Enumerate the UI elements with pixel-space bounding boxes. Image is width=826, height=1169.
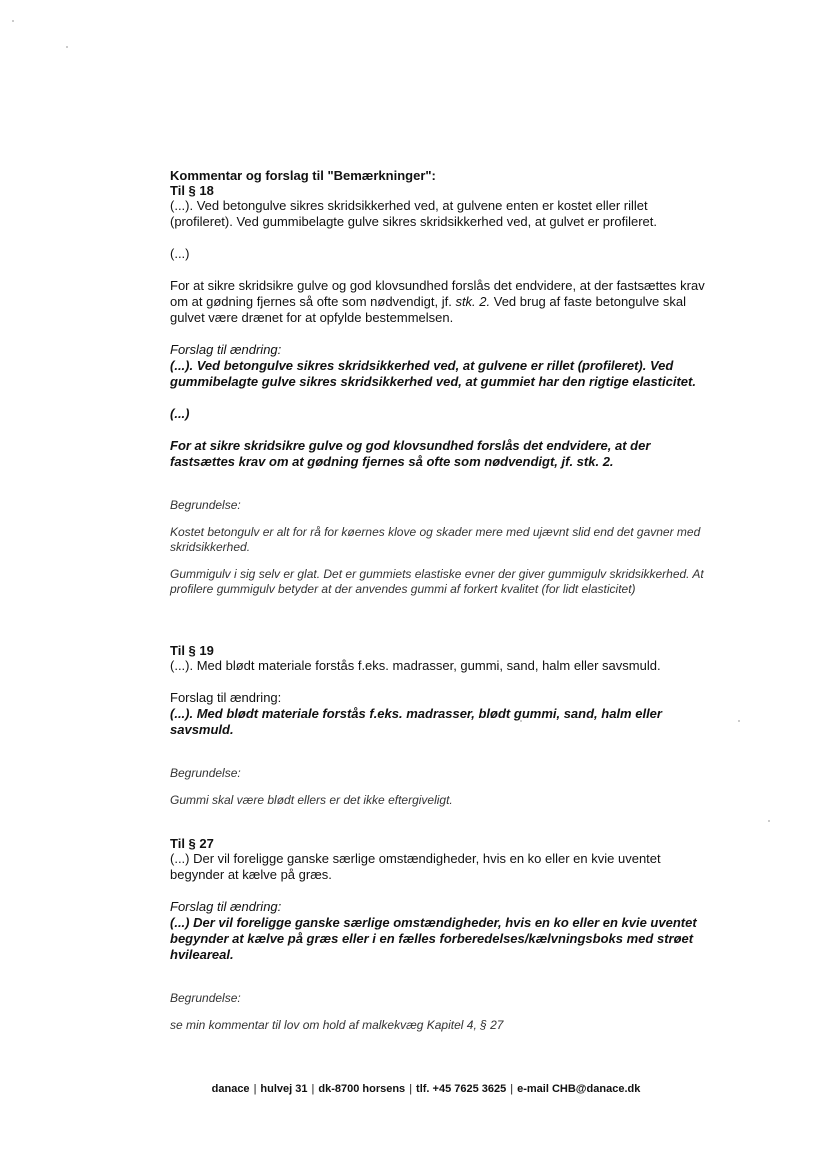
footer-email[interactable]: e-mail CHB@danace.dk bbox=[517, 1083, 641, 1095]
footer-city: dk-8700 horsens bbox=[318, 1083, 406, 1095]
section-18-text: (...). Ved betongulve sikres skridsikkerhed ved, at gulvene enten er kostet eller rillet (profileret). Ved gummibelagte gulve sikres skridsikkerhed ved, at gulvet er profileret. bbox=[170, 198, 657, 229]
reason-text: Kostet betongulv er alt for rå for køernes klove og skader mere med ujævnt slid end det gavner med skridsikkerhed. bbox=[170, 525, 701, 554]
scan-speck bbox=[768, 820, 770, 822]
proposal-text: (...). Ved betongulve sikres skridsikkerhed ved, at gulvene er rillet (profileret). Ved gummibelagte gulve sikres skridsikkerhed ved, at gummiet har den rigtige elasticitet. bbox=[170, 358, 696, 389]
reason-label: Begrundelse: bbox=[170, 498, 241, 512]
footer-separator: | bbox=[253, 1083, 257, 1095]
reference-text: stk. 2. bbox=[455, 294, 491, 309]
proposal-text: (...) Der vil foreligge ganske særlige omstændigheder, hvis en ko eller en kvie uventet begynder at kælve på græs eller i en fælles forberedelses/kælvningsboks med strøet hvileareal. bbox=[170, 915, 697, 962]
letterhead-footer bbox=[0, 1083, 826, 1095]
proposal-text-2: For at sikre skridsikre gulve og god klovsundhed forslås det endvidere, at der fastsættes krav om at gødning fjernes så ofte som nødvendigt, jf. stk. 2. bbox=[170, 438, 651, 469]
ellipsis-text: (...) bbox=[170, 246, 190, 261]
proposal-text: (...). Med blødt materiale forstås f.eks. madrasser, blødt gummi, sand, halm eller savsmuld. bbox=[170, 706, 662, 737]
section-heading-19: Til § 19 bbox=[170, 643, 214, 658]
footer-company: danace bbox=[211, 1083, 250, 1095]
text-run: For at sikre skridsikre gulve og god klovsundhed forslås det endvidere, at der fastsættes krav om at gødning fjernes så ofte som nødvendigt, jf. bbox=[170, 278, 705, 309]
footer-street: hulvej 31 bbox=[260, 1083, 308, 1095]
proposal-label: Forslag til ændring: bbox=[170, 690, 282, 705]
reason-text: Gummi skal være blødt ellers er det ikke eftergiveligt. bbox=[170, 793, 453, 807]
scan-speck bbox=[66, 46, 68, 48]
comment-title: Kommentar og forslag til "Bemærkninger": bbox=[170, 168, 436, 183]
section-heading-27: Til § 27 bbox=[170, 836, 214, 851]
scan-speck bbox=[12, 20, 14, 22]
section-27-text: (...) Der vil foreligge ganske særlige omstændigheder, hvis en ko eller en kvie uventet begynder at kælve på græs. bbox=[170, 851, 661, 882]
reason-text-2: Gummigulv i sig selv er glat. Det er gummiets elastiske evner der giver gummigulv skridsikkerhed. At profilere gummigulv betyder at der anvendes gummi af forkert kvalitet (for lidt elasticitet) bbox=[170, 567, 704, 596]
proposal-ellipsis: (...) bbox=[170, 406, 190, 421]
proposal-label: Forslag til ændring: bbox=[170, 342, 282, 357]
reason-label: Begrundelse: bbox=[170, 766, 241, 780]
section-19-text: (...). Med blødt materiale forstås f.eks. madrasser, gummi, sand, halm eller savsmuld. bbox=[170, 658, 661, 673]
section-18-text-2 bbox=[170, 278, 710, 326]
footer-phone: tlf. +45 7625 3625 bbox=[416, 1083, 507, 1095]
reason-label: Begrundelse: bbox=[170, 991, 241, 1005]
scan-speck bbox=[738, 720, 740, 722]
text-run: Ved brug af faste betongulve skal gulvet være drænet for at opfylde bestemmelsen. bbox=[170, 294, 686, 325]
footer-separator: | bbox=[510, 1083, 514, 1095]
footer-separator: | bbox=[409, 1083, 413, 1095]
document-body bbox=[170, 168, 710, 1045]
proposal-label: Forslag til ændring: bbox=[170, 899, 282, 914]
section-heading-18: Til § 18 bbox=[170, 183, 214, 198]
reason-text: se min kommentar til lov om hold af malkekvæg Kapitel 4, § 27 bbox=[170, 1018, 504, 1032]
footer-separator: | bbox=[311, 1083, 315, 1095]
